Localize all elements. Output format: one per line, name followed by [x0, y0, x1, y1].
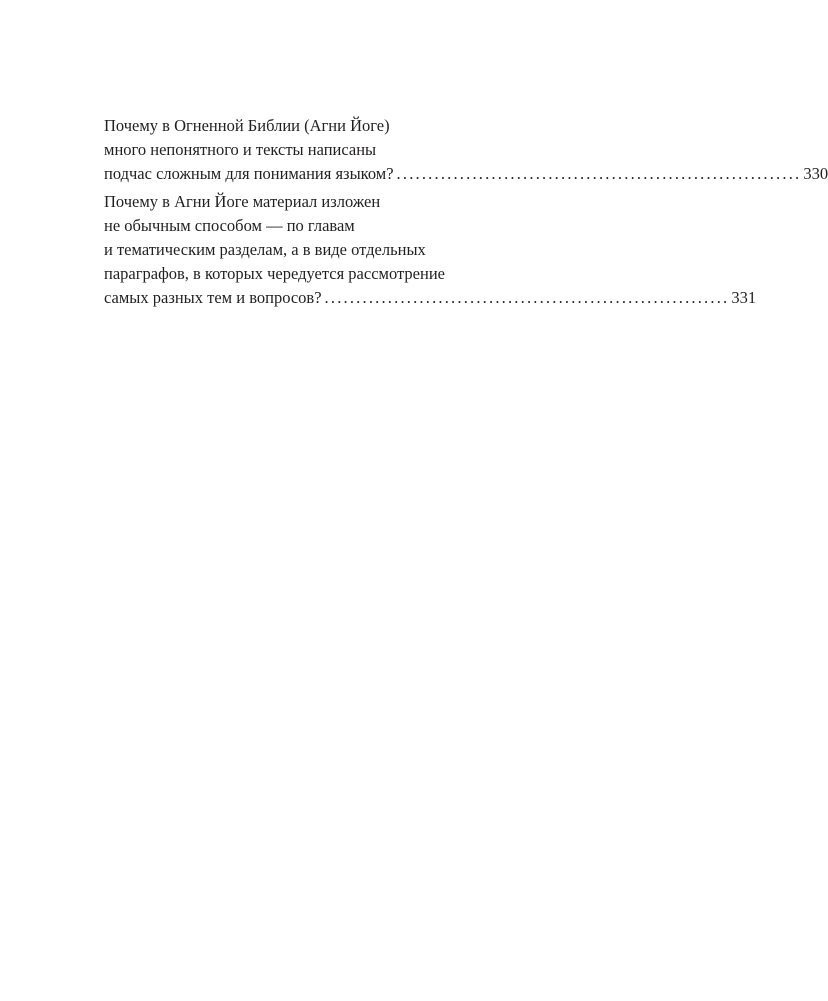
- page-number: 330: [803, 164, 828, 183]
- table-of-contents: [104, 114, 828, 310]
- toc-entry-line: самых разных тем и вопросов?: [104, 288, 322, 307]
- toc-entry-line: Почему в Агни Йоге материал изложен: [104, 192, 381, 211]
- toc-entry-line: подчас сложным для понимания языком?: [104, 164, 394, 183]
- dot-leader: ................................................................: [324, 288, 730, 307]
- toc-entry: [104, 114, 828, 186]
- toc-entry-line: не обычным способом — по главам: [104, 216, 355, 235]
- toc-entry-line: Почему в Огненной Библии (Агни Йоге): [104, 116, 390, 135]
- toc-entry: [104, 190, 757, 310]
- toc-entry-last-line: [104, 162, 828, 186]
- page-number: 331: [731, 288, 757, 307]
- toc-entry-line: параграфов, в которых чередуется рассмотрение: [104, 264, 445, 283]
- toc-entry-line: и тематическим разделам, а в виде отдельных: [104, 240, 426, 259]
- dot-leader: ................................................................: [396, 164, 802, 183]
- toc-entry-last-line: [104, 286, 757, 310]
- toc-entry-line: много непонятного и тексты написаны: [104, 140, 377, 159]
